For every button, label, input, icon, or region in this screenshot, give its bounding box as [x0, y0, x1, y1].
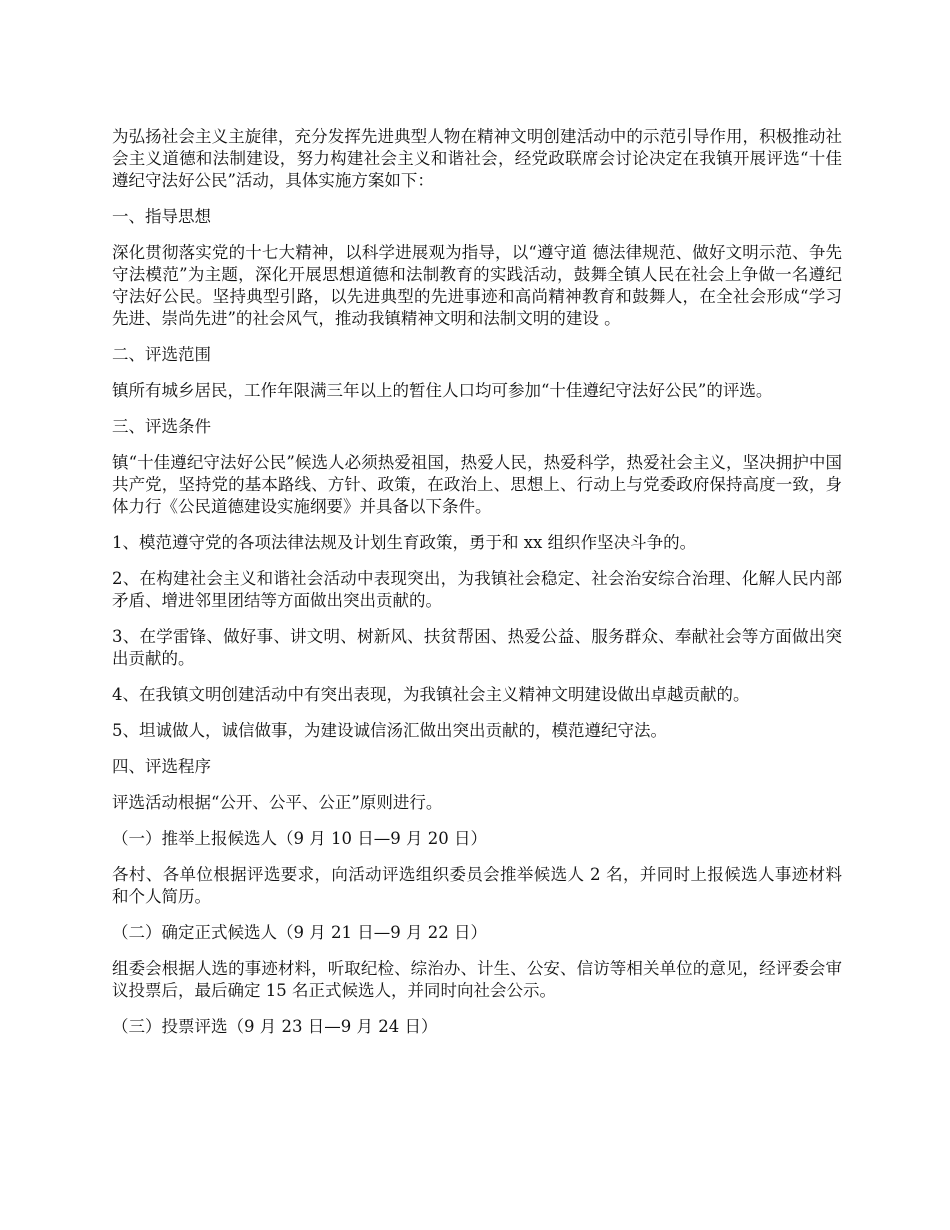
condition-item-2: 2、在构建社会主义和谐社会活动中表现突出，为我镇社会稳定、社会治安综合治理、化解人民内部矛盾、增进邻里团结等方面做出突出贡献的。 [112, 569, 842, 610]
procedure-step-1-heading: （一）推举上报候选人（9 月 10 日—9 月 20 日） [112, 829, 487, 848]
procedure-step-3-heading: （三）投票评选（9 月 23 日—9 月 24 日） [112, 1017, 438, 1036]
section-heading-procedure: 四、评选程序 [112, 757, 211, 776]
condition-item-4: 4、在我镇文明创建活动中有突出表现，为我镇社会主义精神文明建设做出卓越贡献的。 [112, 685, 750, 704]
conditions-paragraph: 镇“十佳遵纪守法好公民”候选人必须热爱祖国，热爱人民，热爱科学，热爱社会主义，坚决拥护中国共产党，坚持党的基本路线、方针、政策，在政治上、思想上、行动上与党委政府保持高度一致，身体力行《公民道德建设实施纲要》并具备以下条件。 [112, 453, 842, 516]
section-heading-guiding-ideology: 一、指导思想 [112, 207, 211, 226]
procedure-step-2-paragraph: 组委会根据人选的事迹材料，听取纪检、综治办、计生、公安、信访等相关单位的意见，经评委会审议投票后，最后确定 15 名正式候选人，并同时向社会公示。 [112, 959, 842, 1000]
condition-item-3: 3、在学雷锋、做好事、讲文明、树新风、扶贫帮困、热爱公益、服务群众、奉献社会等方面做出突出贡献的。 [112, 627, 842, 668]
scope-paragraph: 镇所有城乡居民，工作年限满三年以上的暂住人口均可参加“十佳遵纪守法好公民”的评选。 [112, 381, 773, 400]
procedure-paragraph: 评选活动根据“公开、公平、公正”原则进行。 [112, 793, 443, 812]
condition-item-5: 5、坦诚做人，诚信做事，为建设诚信汤汇做出突出贡献的，模范遵纪守法。 [112, 721, 667, 740]
document-page [112, 126, 842, 1052]
condition-item-1: 1、模范遵守党的各项法律法规及计划生育政策，勇于和 xx 组织作坚决斗争的。 [112, 533, 697, 552]
section-heading-conditions: 三、评选条件 [112, 417, 211, 436]
procedure-step-1-paragraph: 各村、各单位根据评选要求，向活动评选组织委员会推举候选人 2 名，并同时上报候选人事迹材料和个人简历。 [112, 865, 842, 906]
procedure-step-2-heading: （二）确定正式候选人（9 月 21 日—9 月 22 日） [112, 923, 487, 942]
section-heading-scope: 二、评选范围 [112, 345, 211, 364]
guiding-ideology-paragraph: 深化贯彻落实党的十七大精神，以科学进展观为指导，以“遵守道 德法律规范、做好文明示范、争先守法模范”为主题，深化开展思想道德和法制教育的实践活动，鼓舞全镇人民在社会上争做一名遵纪守法好公民。坚持典型引路，以先进典型的先进事迹和高尚精神教育和鼓舞人，在全社会形成“学习先进、崇尚先进”的社会风气，推动我镇精神文明和法制文明的建设 。 [112, 243, 842, 328]
intro-paragraph: 为弘扬社会主义主旋律，充分发挥先进典型人物在精神文明创建活动中的示范引导作用，积极推动社会主义道德和法制建设，努力构建社会主义和谐社会，经党政联席会讨论决定在我镇开展评选“十佳遵纪守法好公民”活动，具体实施方案如下： [112, 127, 842, 190]
